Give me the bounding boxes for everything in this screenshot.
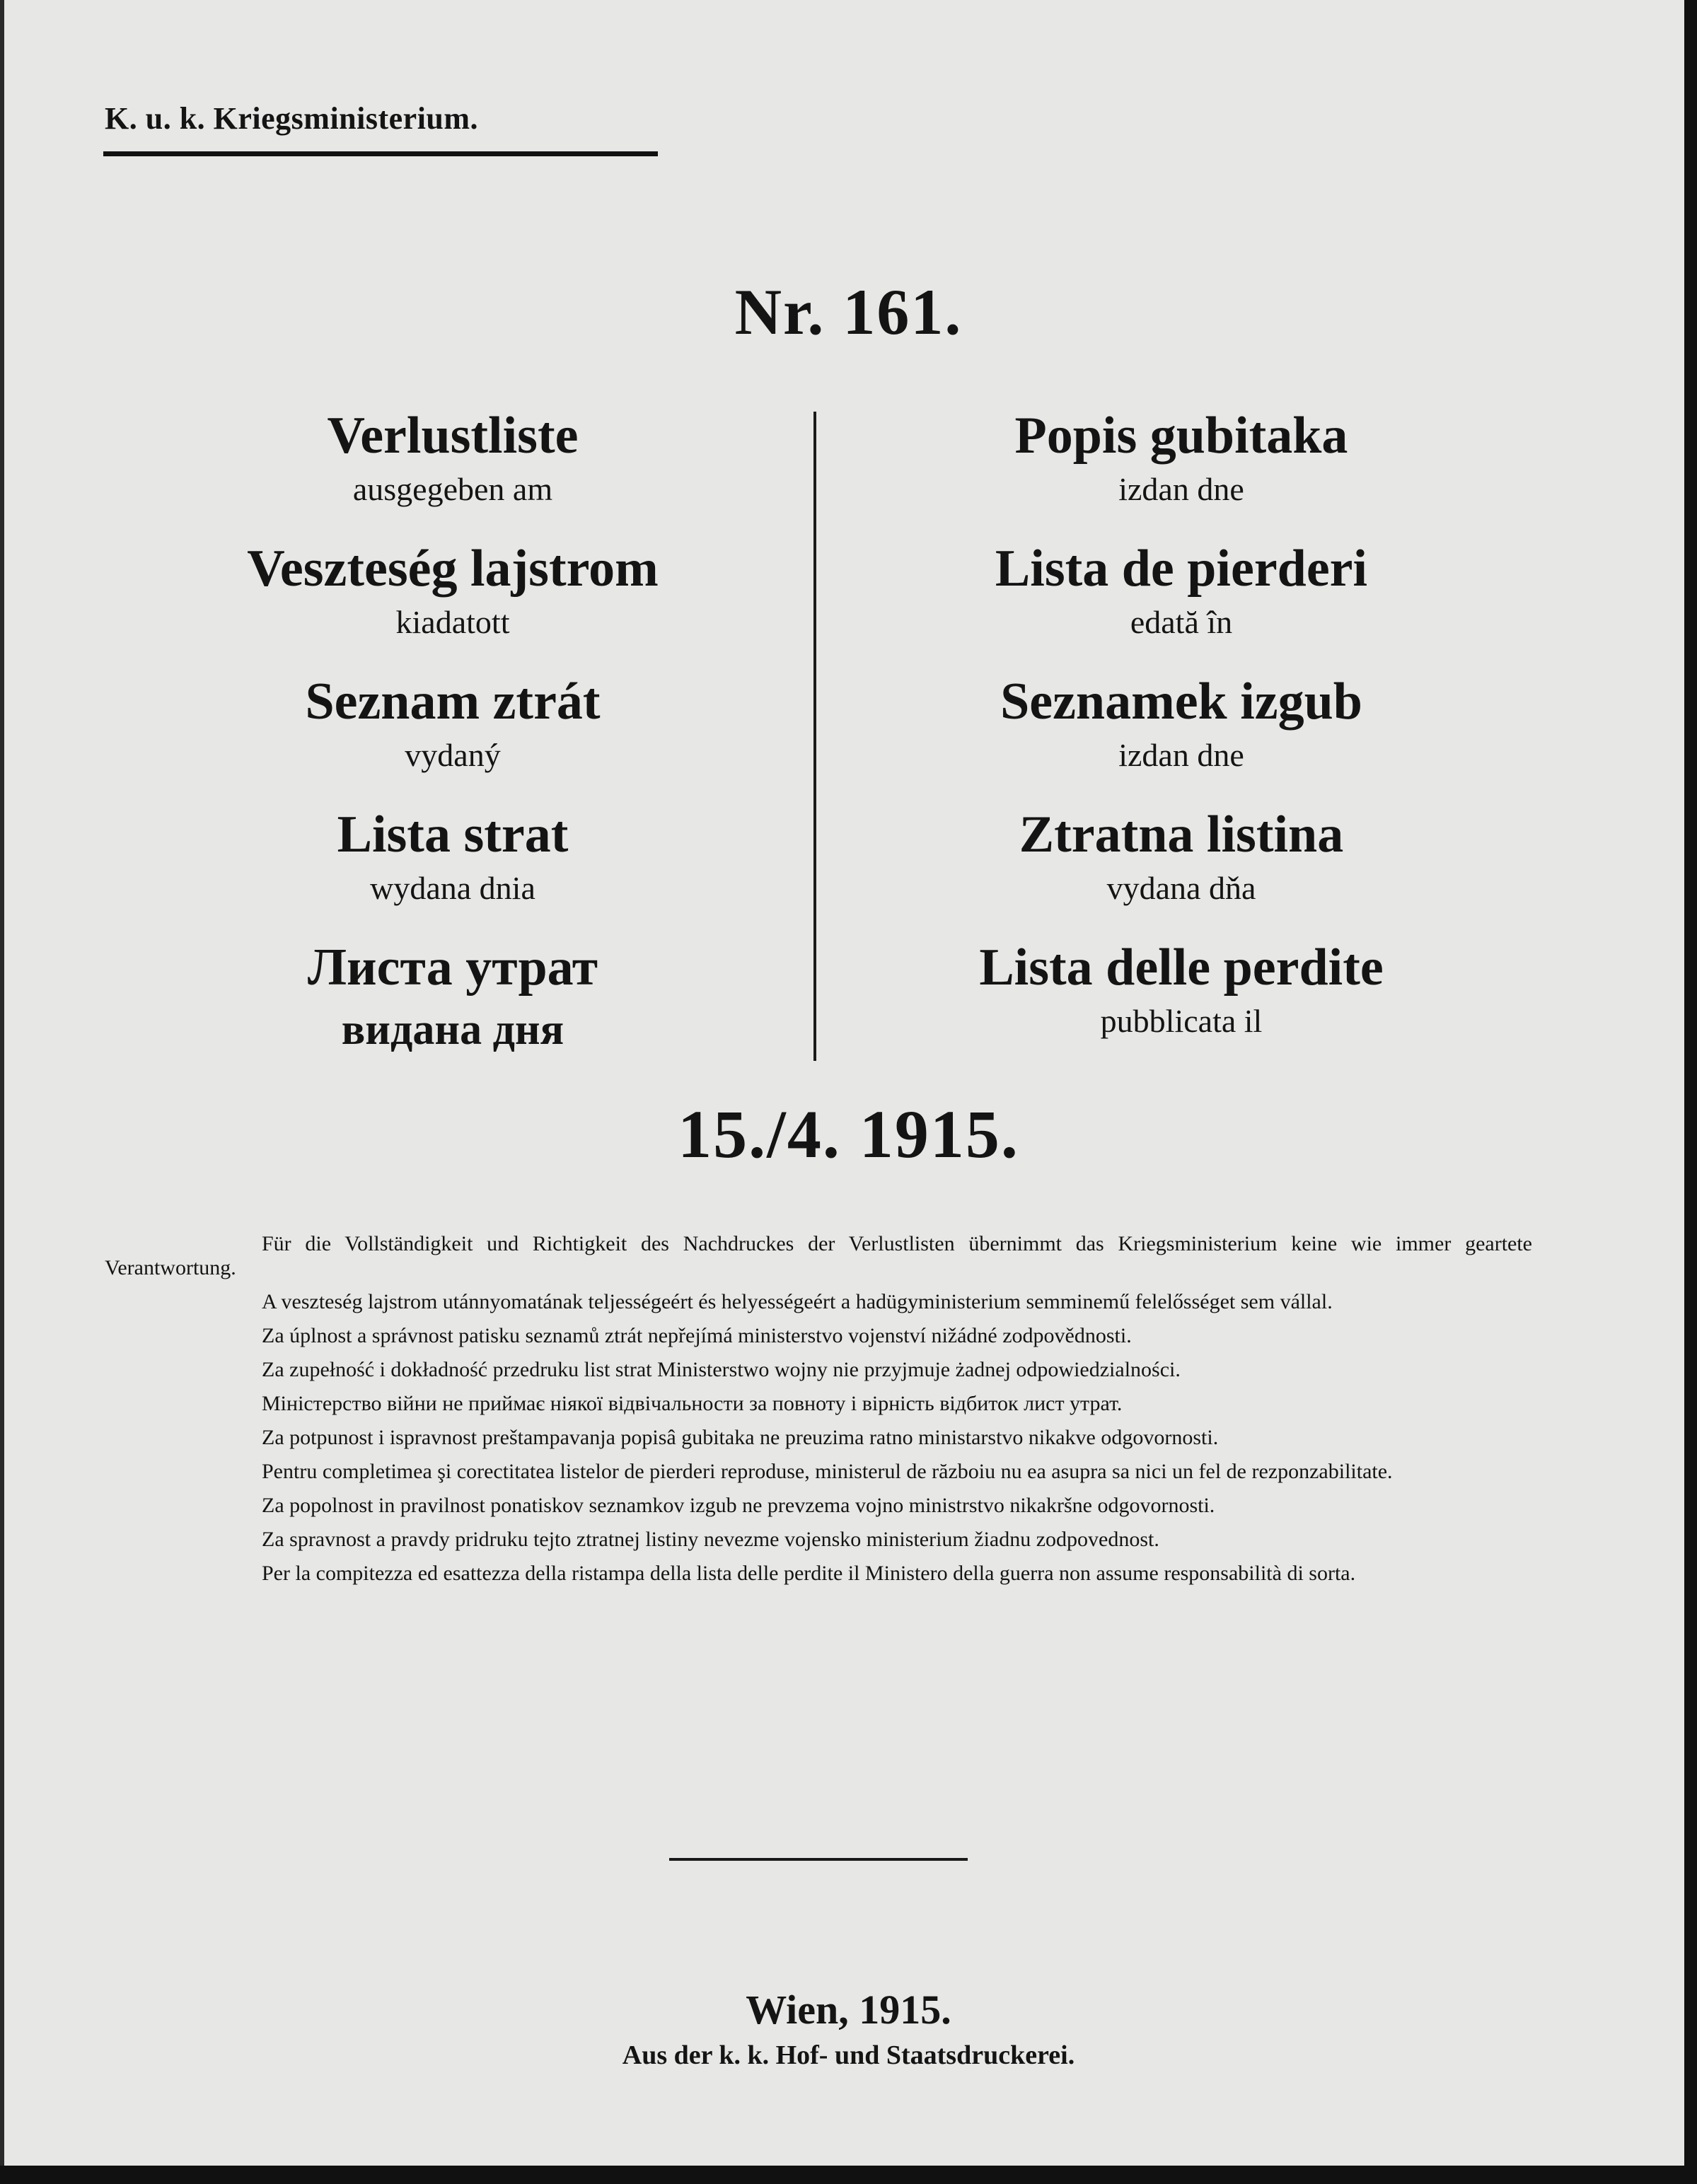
disclaimer-hungarian: A veszteség lajstrom utánnyomatának teljességeért és helyességeért a hadügyministerium semminemű felelősséget sem vállal. bbox=[262, 1290, 1333, 1313]
left-title-column bbox=[170, 402, 736, 1067]
title-entry-czech bbox=[170, 668, 736, 801]
disclaimer-czech: Za úplnost a správnost patisku seznamů ztrát nepřejímá ministerstvo vojenství nižádné zodpovědnosti. bbox=[262, 1324, 1132, 1347]
imprint-printer: Aus der k. k. Hof- und Staatsdruckerei. bbox=[622, 2040, 1075, 2070]
entry-title: Листа утрат bbox=[307, 939, 598, 997]
issue-number: Nr. 161. bbox=[734, 276, 963, 348]
entry-subtitle: kiadatott bbox=[395, 604, 510, 640]
title-entry-polish bbox=[170, 801, 736, 934]
disclaimer-german: Für die Vollständigkeit und Richtigkeit des Nachdruckes der Verlustlisten übernimmt das Kriegsministerium keine wie immer geartete Verantwortung. bbox=[105, 1232, 1532, 1279]
issue-date: 15./4. 1915. bbox=[678, 1096, 1019, 1172]
disclaimer-croatian: Za potpunost i ispravnost preštampavanja popisâ gubitaka ne preuzima ratno ministarstvo nikakve odgovornosti. bbox=[262, 1426, 1219, 1449]
entry-title: Verlustliste bbox=[327, 407, 579, 465]
right-title-column bbox=[898, 402, 1464, 1067]
entry-title: Lista de pierderi bbox=[995, 540, 1368, 598]
column-divider bbox=[813, 412, 816, 1061]
entry-title: Lista strat bbox=[337, 806, 569, 864]
disclaimer-romanian: Pentru completimea şi corectitatea listelor de pierderi reproduse, ministerul de războiu nu ea asupra sa nici un fel de rezponzabilitate. bbox=[262, 1460, 1393, 1483]
entry-title: Popis gubitaka bbox=[1014, 407, 1348, 465]
title-entry-slovak bbox=[898, 801, 1464, 934]
title-entry-romanian bbox=[898, 535, 1464, 668]
title-entry-croatian bbox=[898, 402, 1464, 535]
entry-subtitle: izdan dne bbox=[1118, 737, 1244, 773]
entry-title: Lista delle perdite bbox=[979, 939, 1384, 997]
scan-edge-bottom bbox=[0, 2166, 1697, 2184]
title-entry-ukrainian bbox=[170, 934, 736, 1067]
title-entry-italian bbox=[898, 934, 1464, 1067]
ministry-header: K. u. k. Kriegsministerium. bbox=[105, 101, 479, 136]
imprint-city: Wien, 1915. bbox=[746, 1987, 951, 2033]
disclaimer-polish: Za zupełność i dokładność przedruku list strat Ministerstwo wojny nie przyjmuje żadnej odpowiedzialności. bbox=[262, 1358, 1181, 1381]
entry-subtitle: vydana dňa bbox=[1106, 870, 1256, 906]
entry-title: Seznamek izgub bbox=[1000, 673, 1362, 731]
entry-subtitle: pubblicata il bbox=[1100, 1003, 1263, 1039]
entry-subtitle: видана дня bbox=[341, 1006, 564, 1054]
disclaimer-italian: Per la compitezza ed esattezza della ristampa della lista delle perdite il Ministero della guerra non assume responsabilità di sorta. bbox=[262, 1562, 1356, 1585]
entry-subtitle: wydana dnia bbox=[370, 870, 535, 906]
entry-subtitle: ausgegeben am bbox=[352, 471, 553, 507]
entry-subtitle: izdan dne bbox=[1118, 471, 1244, 507]
header-underline bbox=[103, 151, 658, 156]
entry-subtitle: edată în bbox=[1130, 604, 1233, 640]
disclaimer-slovene: Za popolnost in pravilnost ponatiskov seznamkov izgub ne prevzema vojno ministrstvo nikakršne odgovornosti. bbox=[262, 1494, 1215, 1517]
disclaimer-ukrainian: Міністерство війни не приймає ніякої відвічальности за повноту і вірність відбиток лист утрат. bbox=[262, 1392, 1123, 1415]
closing-rule bbox=[669, 1858, 968, 1861]
disclaimer-block bbox=[105, 1232, 1532, 1596]
entry-subtitle: vydaný bbox=[405, 737, 501, 773]
entry-title: Seznam ztrát bbox=[305, 673, 601, 731]
title-entry-german bbox=[170, 402, 736, 535]
disclaimer-slovak: Za spravnost a pravdy pridruku tejto ztratnej listiny nevezme vojensko ministerium žiadnu zodpovednost. bbox=[262, 1528, 1159, 1551]
entry-title: Ztratna listina bbox=[1019, 806, 1344, 864]
entry-title: Veszteség lajstrom bbox=[247, 540, 659, 598]
title-entry-slovene bbox=[898, 668, 1464, 801]
title-entry-hungarian bbox=[170, 535, 736, 668]
